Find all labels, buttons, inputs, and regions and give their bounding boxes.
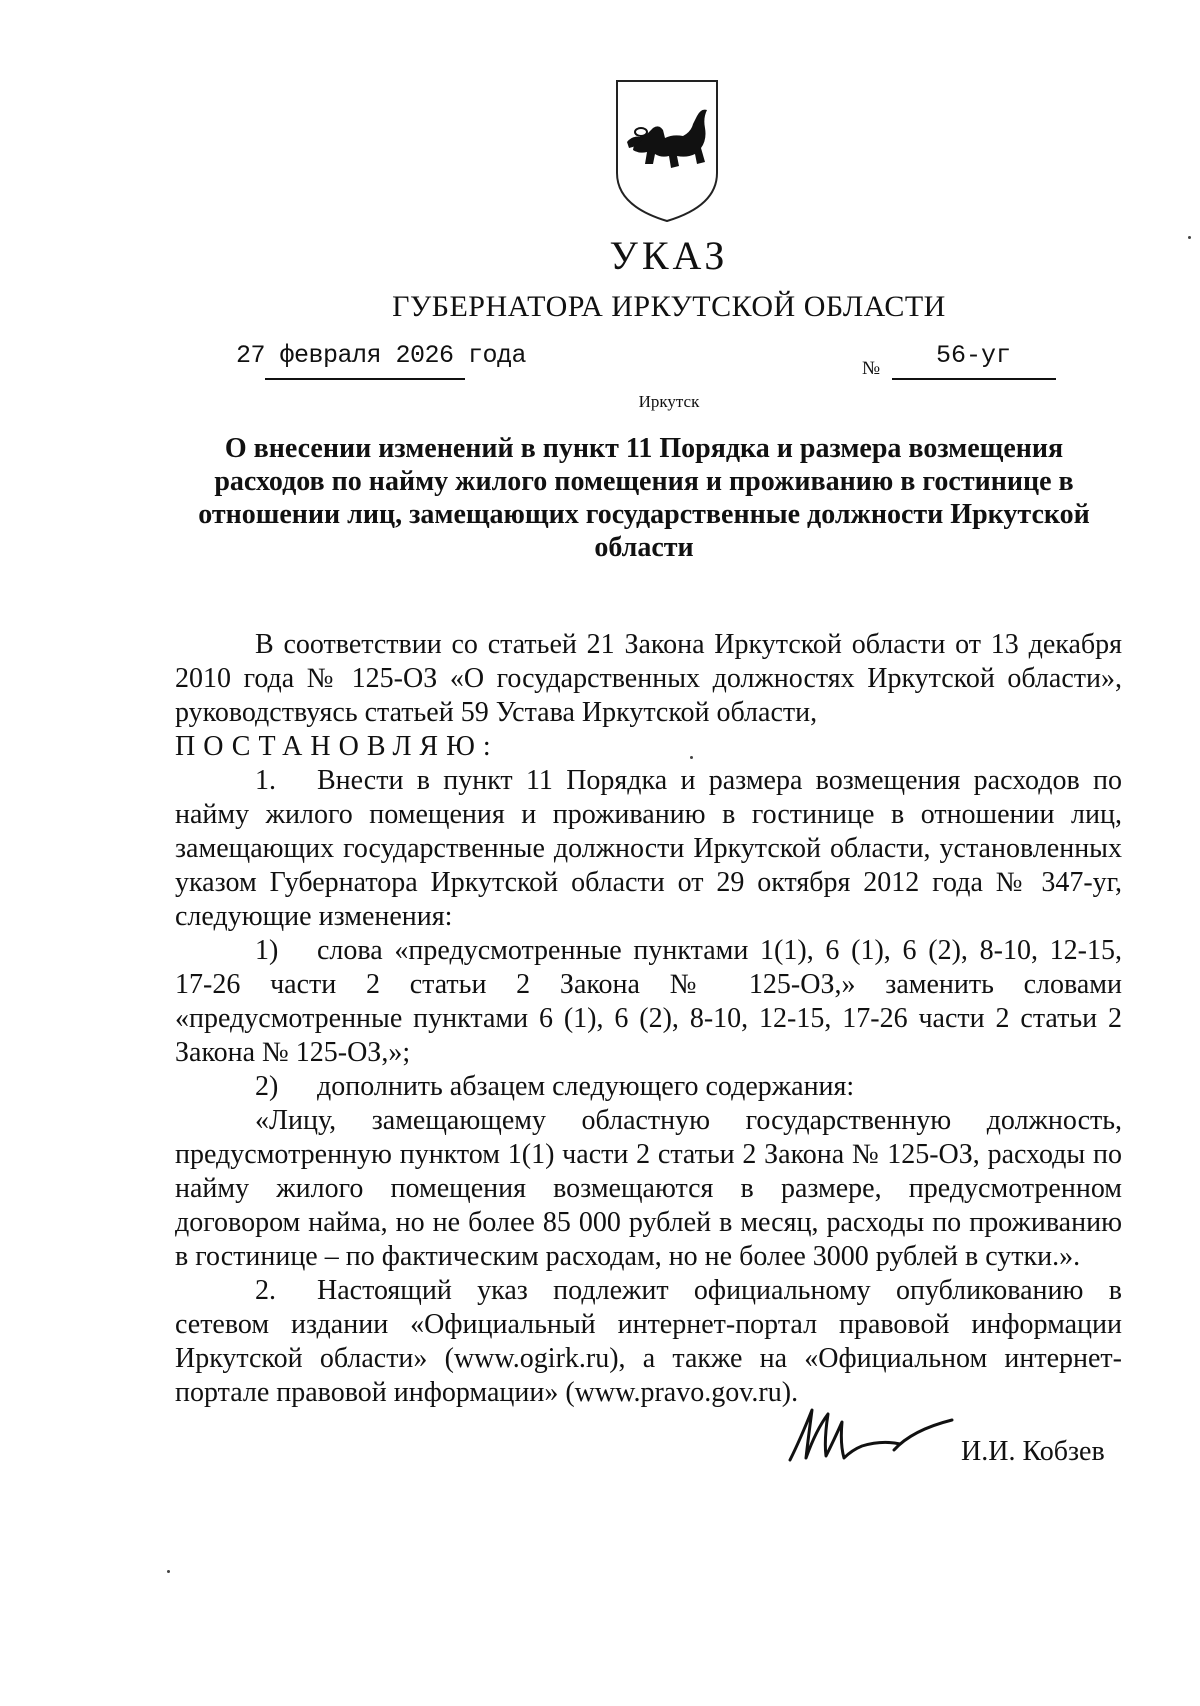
decree-word: ПОСТАНОВЛЯЮ: [175,731,499,762]
document-title: О внесении изменений в пункт 11 Порядка и размера возмещения расходов по найму жилого помещения и проживанию в гостинице в отношении лиц, замещающих государственные должности Иркутской области [198,433,1090,563]
intro-paragraph: В соответствии со статьей 21 Закона Иркутской области от 13 декабря 2010 года № 125-ОЗ «О государственных должностях Иркутской области», руководствуясь статьей 59 Устава Иркутской области, [175,629,1122,728]
number-underline [892,378,1056,380]
item-2-text: Настоящий указ подлежит официальному опубликованию в сетевом издании «Официальный интернет-портал правовой информации Иркутской области» (www.ogirk.ru), а также на «Официальном интернет-портале правовой информации» (www.pravo.gov.ru). [175,1275,1122,1408]
subitem-1-number: 1) [255,935,279,966]
document-type: УКАЗ [609,233,729,278]
signatory-name: И.И. Кобзев [961,1436,1105,1467]
subitem-2-number: 2) [255,1071,279,1102]
number-sign: № [862,358,881,379]
coat-of-arms-emblem [613,78,721,224]
document-date: 27 февраля 2026 года [236,341,527,370]
item-2-number: 2. [255,1275,276,1306]
document-number: 56-уг [936,341,1012,370]
item-1 [175,764,1122,934]
scan-speck [690,756,693,759]
item-1-text: Внести в пункт 11 Порядка и размера возмещения расходов по найму жилого помещения и проживанию в гостинице в отношении лиц, замещающих государственные должности Иркутской области, установленных указом Губернатора Иркутской области от 29 октября 2012 года № 347-уг, следующие изменения: [175,765,1122,932]
document-body [175,628,1122,1410]
quoted-paragraph: «Лицу, замещающему областную государственную должность, предусмотренную пунктом 1(1) части 2 статьи 2 Закона № 125-ОЗ, расходы по найму жилого помещения возмещаются в размере, предусмотренном договором найма, но не более 85 000 рублей в месяц, расходы по проживанию в гостинице – по фактическим расходам, но не более 3000 рублей в сутки.». [175,1105,1122,1272]
document-city: Иркутск [638,392,700,411]
subitem-2 [175,1070,1122,1104]
scan-speck [1188,236,1191,239]
subitem-2-text: дополнить абзацем следующего содержания: [317,1071,855,1102]
subitem-1 [175,934,1122,1070]
item-2 [175,1274,1122,1410]
scan-speck [167,1570,170,1573]
date-underline [265,378,465,380]
document-issuer: ГУБЕРНАТОРА ИРКУТСКОЙ ОБЛАСТИ [392,290,946,323]
handwritten-signature [782,1400,962,1470]
subitem-1-text: слова «предусмотренные пунктами 1(1), 6 (1), 6 (2), 8-10, 12-15, 17-26 части 2 статьи 2 Закона № 125-ОЗ,» заменить словами «предусмотренные пунктами 6 (1), 6 (2), 8-10, 12-15, 17-26 части 2 статьи 2 Закона № 125-ОЗ,»; [175,935,1122,1068]
item-1-number: 1. [255,765,276,796]
